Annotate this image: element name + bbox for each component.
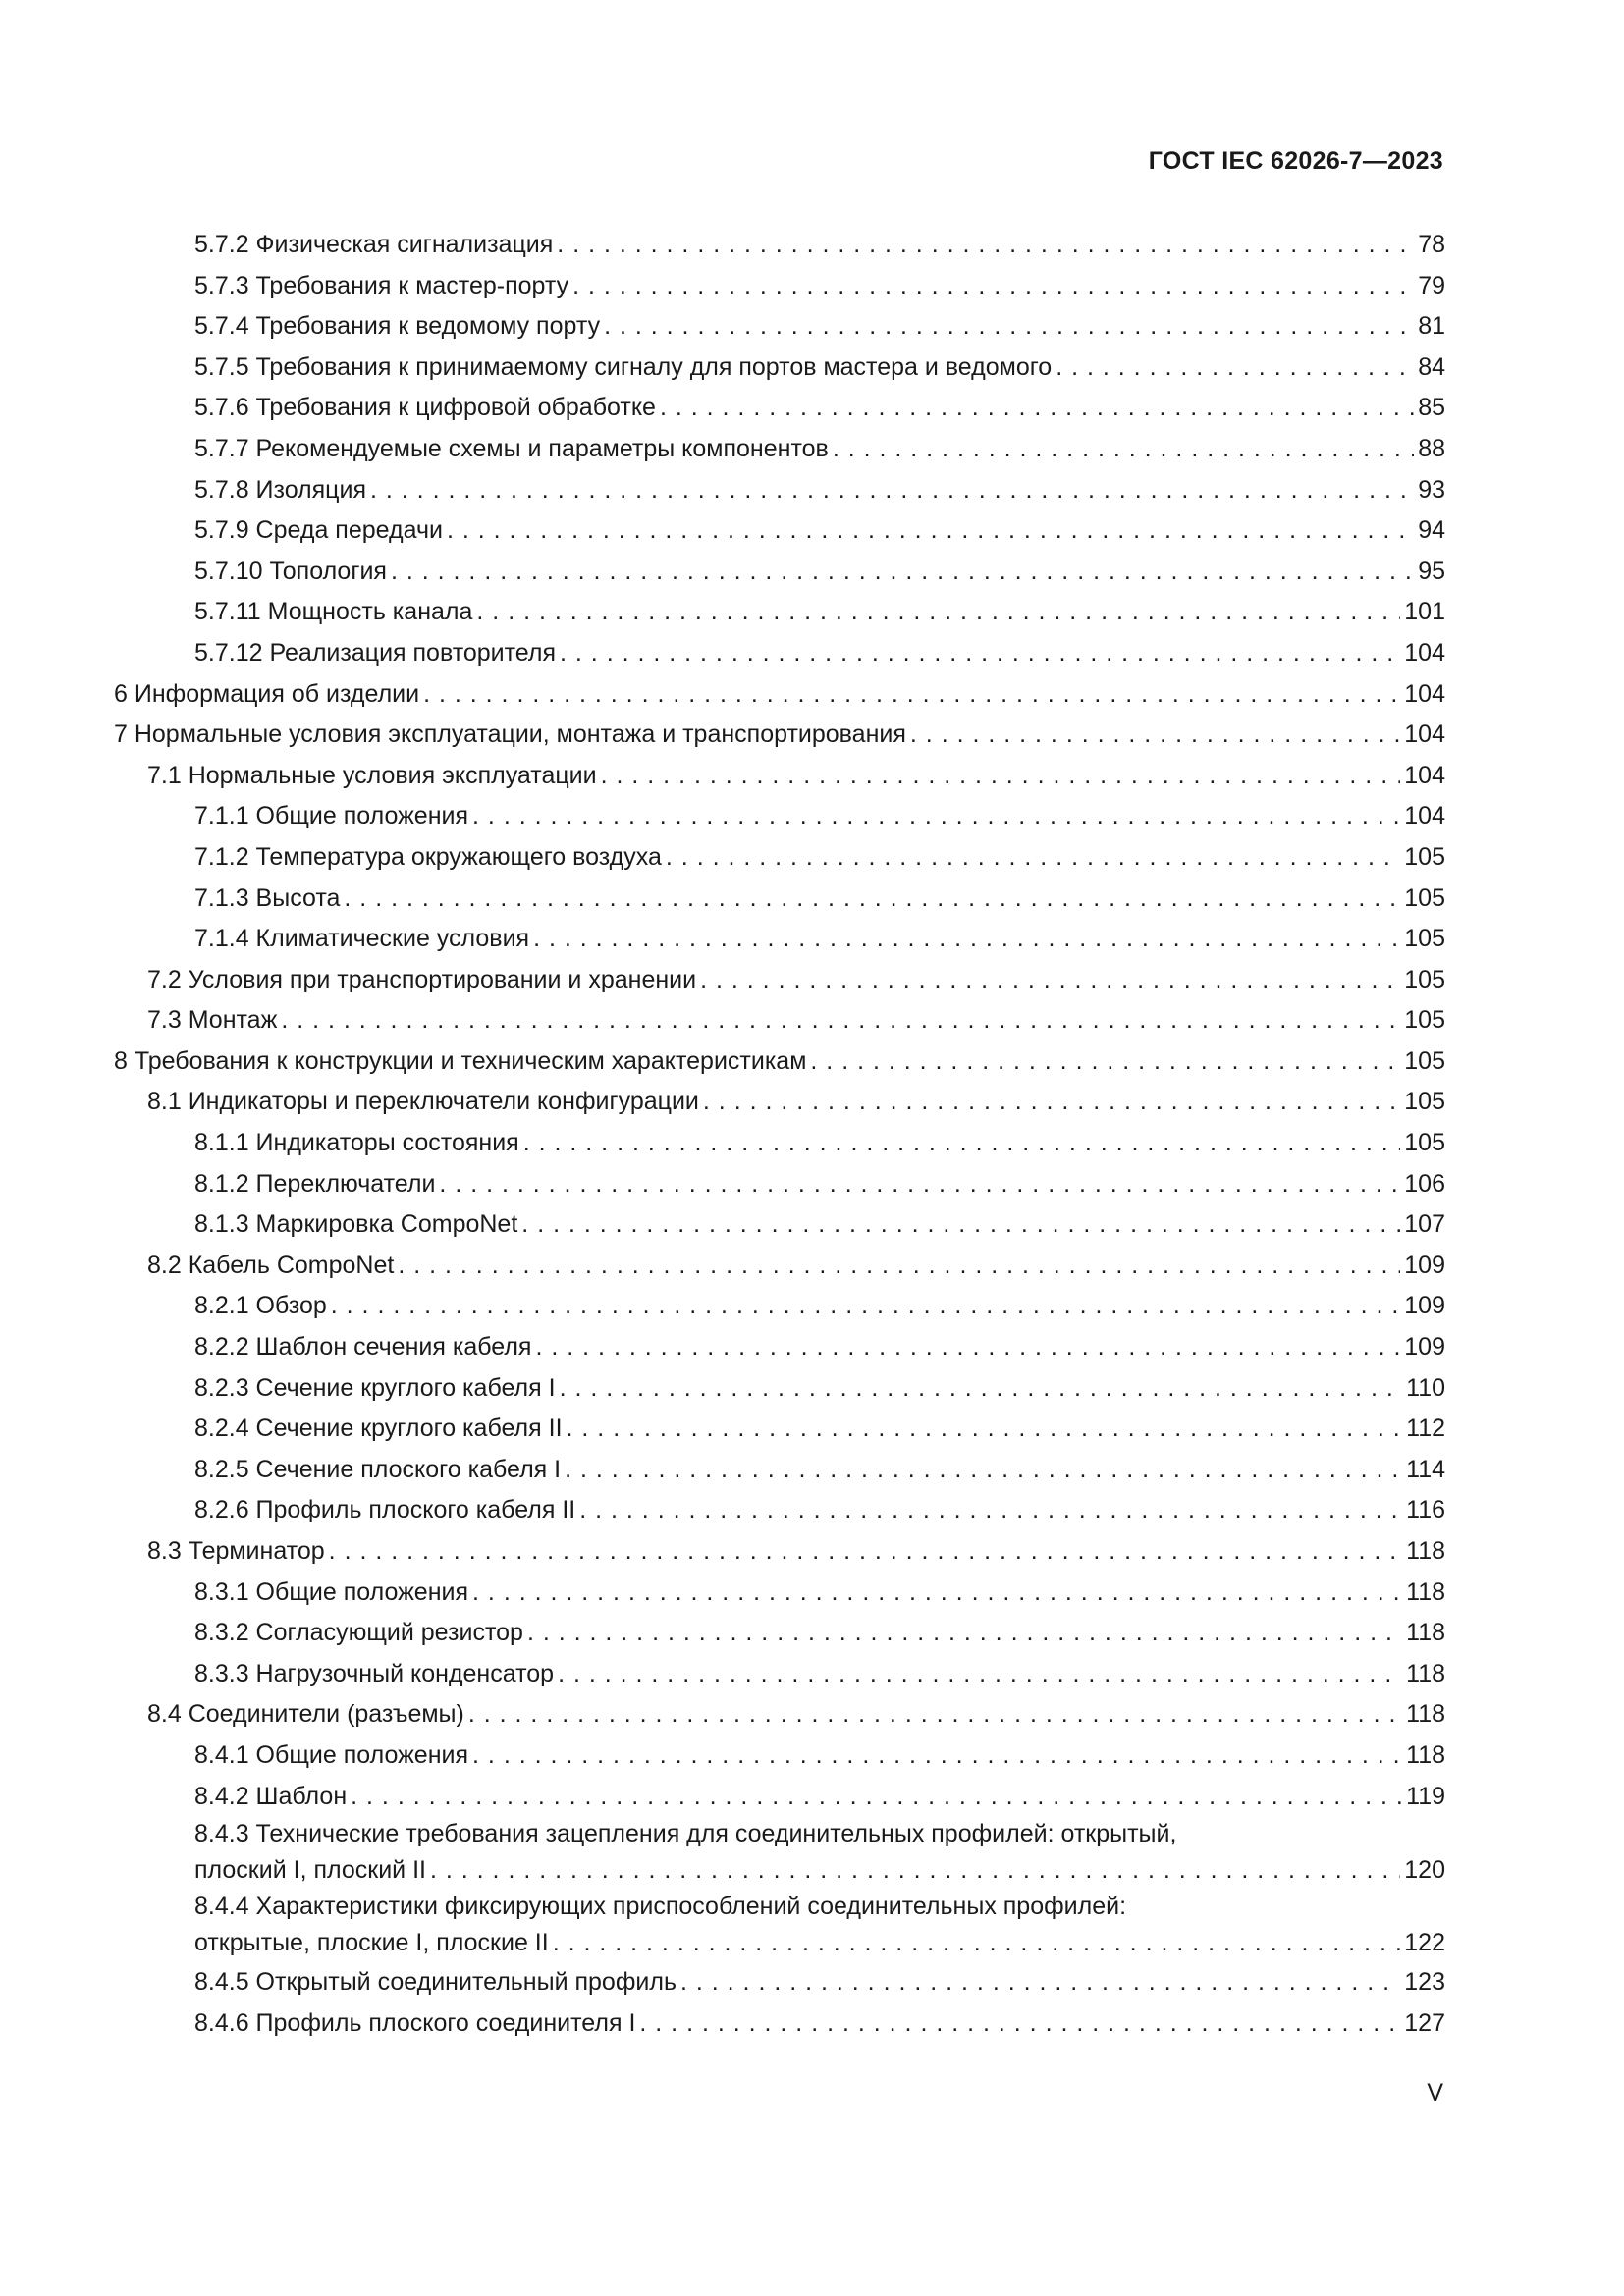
toc-entry-title: 8.2.5 Сечение плоского кабеля I <box>194 1455 562 1483</box>
toc-entry[interactable] <box>114 1531 1445 1573</box>
toc-entry-title: 8.4 Соединители (разъемы) <box>147 1700 464 1729</box>
document-header: ГОСТ IEC 62026-7—2023 <box>1148 147 1443 175</box>
toc-entry-page: 105 <box>1404 1088 1445 1116</box>
toc-entry[interactable] <box>114 879 1445 920</box>
toc-entry[interactable] <box>114 1654 1445 1695</box>
toc-entry-title: 8.1.1 Индикаторы состояния <box>194 1129 519 1157</box>
toc-entry[interactable] <box>114 796 1445 837</box>
toc-entry-page: 118 <box>1406 1740 1445 1769</box>
toc-entry-title: 8.4.1 Общие положения <box>194 1740 469 1769</box>
toc-entry-page: 110 <box>1406 1373 1445 1402</box>
toc-entry-title: 8.3.1 Общие положения <box>194 1577 469 1606</box>
toc-entry-page: 127 <box>1404 2008 1445 2037</box>
leader-dots <box>660 388 1414 429</box>
toc-entry-title: 7 Нормальные условия эксплуатации, монтажа и транспортирования <box>114 721 906 749</box>
toc-entry[interactable] <box>114 837 1445 879</box>
leader-dots <box>331 1286 1401 1327</box>
toc-entry-page: 120 <box>1404 1856 1445 1885</box>
toc-entry-page: 109 <box>1404 1251 1445 1279</box>
toc-entry-title: 5.7.5 Требования к принимаемому сигналу для портов мастера и ведомого <box>194 352 1053 381</box>
toc-entry-title: 7.1 Нормальные условия эксплуатации <box>147 761 597 789</box>
toc-entry[interactable] <box>114 1735 1445 1777</box>
toc-entry-title: 5.7.7 Рекомендуемые схемы и параметры компонентов <box>194 434 829 462</box>
toc-entry-title: 7.1.3 Высота <box>194 883 341 912</box>
toc-entry[interactable] <box>114 715 1445 756</box>
toc-entry-page: 104 <box>1404 761 1445 789</box>
leader-dots <box>476 592 1400 633</box>
toc-entry-title: 8 Требования к конструкции и техническим характеристикам <box>114 1046 807 1075</box>
toc-entry[interactable] <box>114 1409 1445 1450</box>
toc-entry-page: 78 <box>1418 231 1445 258</box>
leader-dots <box>560 633 1400 674</box>
toc-entry-page: 118 <box>1406 1659 1445 1687</box>
toc-entry-page: 81 <box>1418 312 1445 341</box>
toc-entry-title: 8.2 Кабель CompoNet <box>147 1251 395 1279</box>
toc-entry-page: 105 <box>1404 1046 1445 1075</box>
toc-entry-title: 8.4.5 Открытый соединительный профиль <box>194 1968 677 1997</box>
toc-entry-page: 101 <box>1404 598 1445 626</box>
toc-entry-page: 122 <box>1404 1929 1445 1957</box>
toc-entry-continuation <box>194 1850 1445 1890</box>
leader-dots <box>700 960 1400 1001</box>
toc-entry-title: 8.4.4 Характеристики фиксирующих приспособлений соединительных профилей: <box>194 1893 1127 1921</box>
leader-dots <box>560 1368 1403 1410</box>
toc-entry[interactable] <box>114 1123 1445 1164</box>
leader-dots <box>910 715 1400 756</box>
leader-dots <box>572 266 1414 307</box>
toc-entry-page: 116 <box>1406 1496 1445 1524</box>
leader-dots <box>567 1409 1403 1450</box>
toc-entry-page: 107 <box>1404 1210 1445 1239</box>
toc-entry[interactable] <box>114 1368 1445 1410</box>
toc-entry[interactable] <box>114 674 1445 716</box>
table-of-contents <box>114 225 1445 2044</box>
leader-dots <box>423 674 1400 716</box>
leader-dots <box>468 1694 1402 1735</box>
toc-entry-page: 109 <box>1404 1292 1445 1320</box>
toc-entry-page: 105 <box>1404 965 1445 993</box>
leader-dots <box>472 1573 1402 1614</box>
toc-entry[interactable] <box>114 756 1445 797</box>
toc-entry[interactable] <box>114 1777 1445 1818</box>
toc-entry-title: 8.2.2 Шаблон сечения кабеля <box>194 1333 532 1362</box>
leader-dots <box>703 1082 1400 1123</box>
toc-entry[interactable] <box>114 1327 1445 1368</box>
toc-entry[interactable] <box>114 1204 1445 1246</box>
leader-dots <box>344 879 1400 920</box>
leader-dots <box>523 1123 1401 1164</box>
toc-entry[interactable] <box>114 1573 1445 1614</box>
leader-dots <box>329 1531 1402 1573</box>
leader-dots <box>398 1246 1400 1287</box>
toc-entry[interactable] <box>114 1164 1445 1205</box>
leader-dots <box>533 919 1400 960</box>
toc-entry-page: 105 <box>1404 1006 1445 1035</box>
toc-entry[interactable] <box>114 510 1445 552</box>
toc-entry-page: 104 <box>1404 679 1445 708</box>
toc-entry-page: 84 <box>1418 352 1445 381</box>
leader-dots <box>557 225 1414 266</box>
toc-entry-title: 8.4.6 Профиль плоского соединителя I <box>194 2008 636 2037</box>
toc-entry[interactable] <box>114 1694 1445 1735</box>
leader-dots <box>639 2003 1400 2045</box>
toc-entry[interactable] <box>114 919 1445 960</box>
leader-dots <box>430 1850 1400 1890</box>
leader-dots <box>1056 347 1414 389</box>
toc-entry[interactable] <box>114 388 1445 429</box>
leader-dots <box>666 837 1400 879</box>
toc-entry-title: 5.7.8 Изоляция <box>194 475 366 504</box>
leader-dots <box>535 1327 1400 1368</box>
toc-entry-page: 119 <box>1406 1782 1445 1810</box>
leader-dots <box>558 1654 1402 1695</box>
leader-dots <box>472 796 1400 837</box>
toc-entry[interactable] <box>114 1890 1445 1962</box>
leader-dots <box>351 1777 1402 1818</box>
leader-dots <box>833 429 1414 470</box>
toc-entry-page: 106 <box>1404 1169 1445 1198</box>
toc-entry-title: 5.7.9 Среда передачи <box>194 516 443 545</box>
toc-entry-title: 8.4.2 Шаблон <box>194 1782 348 1810</box>
toc-entry-page: 118 <box>1406 1537 1445 1565</box>
toc-entry-page: 118 <box>1406 1619 1445 1647</box>
toc-entry-page: 112 <box>1406 1415 1445 1443</box>
toc-entry-page: 114 <box>1406 1455 1445 1483</box>
leader-dots <box>521 1204 1400 1246</box>
toc-entry-title-continued: плоский I, плоский II <box>194 1856 426 1885</box>
toc-entry-title: 7.3 Монтаж <box>147 1006 278 1035</box>
leader-dots <box>472 1735 1402 1777</box>
toc-entry-title: 7.2 Условия при транспортировании и хранении <box>147 965 697 993</box>
toc-entry-page: 118 <box>1406 1700 1445 1729</box>
toc-entry[interactable] <box>114 592 1445 633</box>
toc-entry[interactable] <box>114 225 1445 266</box>
toc-entry-continuation <box>194 1923 1445 1962</box>
toc-entry-page: 105 <box>1404 883 1445 912</box>
toc-entry-title: 5.7.11 Мощность канала <box>194 598 473 626</box>
toc-entry-page: 79 <box>1418 271 1445 299</box>
toc-entry-title: 8.4.3 Технические требования зацепления для соединительных профилей: открытый, <box>194 1820 1177 1848</box>
toc-entry-title: 7.1.4 Климатические условия <box>194 925 530 953</box>
leader-dots <box>553 1923 1401 1962</box>
toc-entry[interactable] <box>114 552 1445 593</box>
toc-entry[interactable] <box>114 1246 1445 1287</box>
toc-entry[interactable] <box>114 1450 1445 1491</box>
leader-dots <box>370 470 1414 511</box>
leader-dots <box>447 510 1414 552</box>
leader-dots <box>281 1000 1400 1041</box>
toc-entry-page: 93 <box>1418 475 1445 504</box>
toc-entry-title: 5.7.4 Требования к ведомому порту <box>194 312 601 341</box>
toc-entry-title: 8.1 Индикаторы и переключатели конфигурации <box>147 1088 699 1116</box>
toc-entry-page: 104 <box>1404 638 1445 667</box>
toc-entry-title: 7.1.1 Общие положения <box>194 802 469 830</box>
leader-dots <box>810 1041 1400 1083</box>
toc-entry[interactable] <box>114 470 1445 511</box>
toc-entry[interactable] <box>114 1962 1445 2003</box>
leader-dots <box>565 1450 1402 1491</box>
toc-entry-title: 7.1.2 Температура окружающего воздуха <box>194 842 662 871</box>
leader-dots <box>579 1490 1402 1531</box>
leader-dots <box>680 1962 1400 2003</box>
toc-entry[interactable] <box>114 1286 1445 1327</box>
toc-entry-page: 105 <box>1404 1129 1445 1157</box>
toc-entry[interactable] <box>114 266 1445 307</box>
toc-entry-title: 8.2.3 Сечение круглого кабеля I <box>194 1373 556 1402</box>
leader-dots <box>439 1164 1400 1205</box>
toc-entry-title: 5.7.3 Требования к мастер-порту <box>194 271 569 299</box>
toc-entry-title: 6 Информация об изделии <box>114 679 420 708</box>
toc-entry[interactable] <box>114 960 1445 1001</box>
toc-entry-title: 8.2.6 Профиль плоского кабеля II <box>194 1496 576 1524</box>
leader-dots <box>604 306 1414 347</box>
toc-entry-page: 123 <box>1404 1968 1445 1997</box>
toc-entry-title: 8.3.3 Нагрузочный конденсатор <box>194 1659 555 1687</box>
toc-entry-page: 95 <box>1418 557 1445 585</box>
leader-dots <box>527 1613 1402 1654</box>
toc-entry-title: 8.2.4 Сечение круглого кабеля II <box>194 1415 563 1443</box>
toc-entry[interactable] <box>114 306 1445 347</box>
toc-entry[interactable] <box>114 633 1445 674</box>
toc-entry[interactable] <box>114 1082 1445 1123</box>
toc-entry[interactable] <box>114 347 1445 389</box>
toc-entry-title: 5.7.10 Топология <box>194 557 387 585</box>
toc-entry-title: 5.7.6 Требования к цифровой обработке <box>194 394 656 422</box>
toc-entry-page: 85 <box>1418 394 1445 422</box>
toc-entry[interactable] <box>114 1613 1445 1654</box>
toc-entry-title: 8.1.2 Переключатели <box>194 1169 436 1198</box>
toc-entry-page: 104 <box>1404 721 1445 749</box>
toc-entry-title: 5.7.2 Физическая сигнализация <box>194 231 554 258</box>
toc-entry[interactable] <box>114 1490 1445 1531</box>
toc-entry[interactable] <box>114 1000 1445 1041</box>
toc-entry-title: 8.3.2 Согласующий резистор <box>194 1619 523 1647</box>
toc-entry-page: 109 <box>1404 1333 1445 1362</box>
toc-entry-title: 8.1.3 Маркировка CompoNet <box>194 1210 518 1239</box>
toc-entry-title: 5.7.12 Реализация повторителя <box>194 638 557 667</box>
toc-entry-title: 8.2.1 Обзор <box>194 1292 327 1320</box>
toc-entry[interactable] <box>114 1817 1445 1890</box>
leader-dots <box>391 552 1414 593</box>
toc-entry-page: 88 <box>1418 434 1445 462</box>
toc-entry[interactable] <box>114 2003 1445 2045</box>
toc-entry-title-continued: открытые, плоские I, плоские II <box>194 1929 549 1957</box>
toc-entry-page: 105 <box>1404 925 1445 953</box>
toc-entry-page: 104 <box>1404 802 1445 830</box>
toc-entry-page: 105 <box>1404 842 1445 871</box>
toc-entry-title: 8.3 Терминатор <box>147 1537 325 1565</box>
toc-entry[interactable] <box>114 429 1445 470</box>
page-number: V <box>1427 2079 1443 2107</box>
toc-entry[interactable] <box>114 1041 1445 1083</box>
toc-entry-page: 118 <box>1406 1577 1445 1606</box>
toc-entry-page: 94 <box>1418 516 1445 545</box>
leader-dots <box>601 756 1401 797</box>
